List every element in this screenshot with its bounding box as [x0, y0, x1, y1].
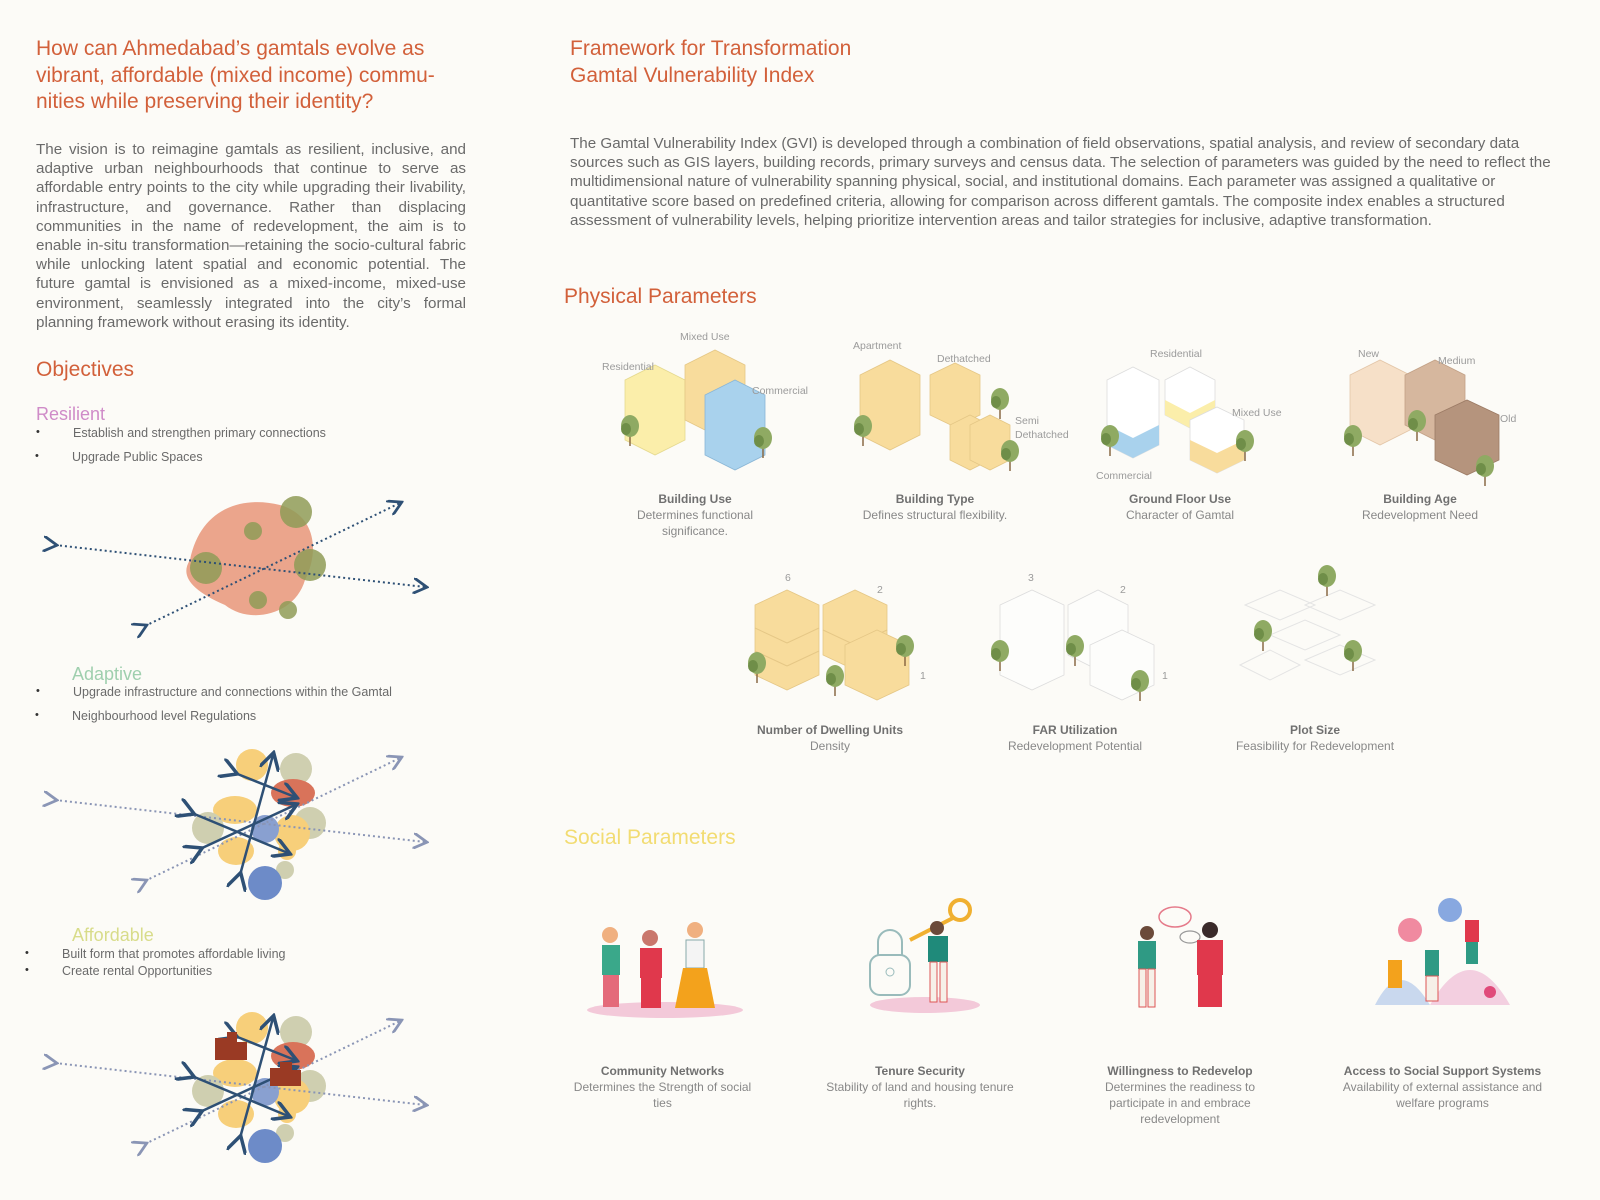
objective-adaptive-item: • Neighbourhood level Regulations	[72, 709, 256, 723]
framework-title: Framework for Transformation Gamtal Vulnerability Index	[570, 37, 852, 87]
param-building-use: Building Use Determines functional significance.	[636, 492, 754, 538]
ground-floor-use-illustration	[1095, 355, 1285, 485]
objectives-heading: Objectives	[36, 358, 135, 381]
tenure-security-illustration	[865, 900, 995, 1025]
label: Dethatched	[937, 353, 991, 365]
label: 1	[920, 670, 926, 682]
objective-resilient-item: • Upgrade Public Spaces	[72, 450, 203, 464]
param-plot-size: Plot Size Feasibility for Redevelopment	[1235, 723, 1395, 753]
param-building-type: Building Type Defines structural flexibility.	[862, 492, 1008, 522]
gvi-intro: The Gamtal Vulnerability Index (GVI) is developed through a combination of field observations, spatial analysis, and review of secondary data sources such as GIS layers, building records, primary surveys and census data. The selection of parameters was guided by the need to reflect the multidimensional nature of vulnerability spanning physical, social, and institutional domains. Each parameter was assigned a qualitative or quantitative score based on predefined criteria, allowing for comparison across different gamtals. The composite index enables a structured assessment of vulnerability levels, helping prioritize intervention areas and tailor strategies for inclusive, adaptive transformation.	[570, 135, 1551, 229]
objective-adaptive-title: Adaptive	[72, 664, 143, 684]
objective-resilient-title: Resilient	[36, 404, 106, 424]
label: Apartment	[853, 340, 902, 352]
label: Commercial	[1096, 470, 1153, 482]
label: Residential	[1150, 348, 1202, 360]
label: 2	[877, 584, 883, 596]
objective-resilient-item: • Establish and strengthen primary connections	[73, 426, 326, 440]
social-heading: Social Parameters	[564, 826, 736, 849]
adaptive-diagram	[40, 745, 440, 895]
label: 2	[1120, 584, 1126, 596]
objective-affordable-item: • Built form that promotes affordable living	[62, 947, 286, 961]
resilient-diagram	[40, 490, 440, 630]
label: Mixed Use	[680, 331, 730, 343]
community-networks-illustration	[585, 900, 745, 1025]
label: Residential	[602, 361, 654, 373]
willingness-illustration	[1125, 905, 1255, 1025]
page-question: How can Ahmedabad’s gamtals evolve as vibrant, affordable (mixed income) commu-nities while preserving their identity?	[36, 37, 435, 113]
param-social-support: Access to Social Support Systems Availability of external assistance and welfare programs	[1342, 1064, 1543, 1110]
objective-affordable-title: Affordable	[72, 925, 154, 945]
affordable-diagram	[40, 1008, 440, 1158]
param-far-utilization: FAR Utilization Redevelopment Potential	[1007, 723, 1143, 753]
label: 3	[1028, 572, 1034, 584]
param-ground-floor-use: Ground Floor Use Character of Gamtal	[1125, 492, 1235, 522]
param-building-age: Building Age Redevelopment Need	[1361, 492, 1479, 522]
objective-affordable-item: • Create rental Opportunities	[62, 964, 212, 978]
social-support-illustration	[1370, 895, 1520, 1020]
label: 1	[1162, 670, 1168, 682]
param-community-networks: Community Networks Determines the Strength of social ties	[573, 1064, 752, 1110]
label: Commercial	[752, 385, 809, 397]
label: Mixed Use	[1232, 407, 1282, 419]
dwelling-units-illustration	[745, 585, 945, 715]
param-willingness: Willingness to Redevelop Determines the readiness to participate in and embrace redevelopment	[1104, 1064, 1256, 1126]
vision-paragraph: The vision is to reimagine gamtals as resilient, inclusive, and adaptive urban neighbourhoods that continue to serve as affordable entry points to the city while upgrading their livability, infrastructure, and governance. Rather than displacing communities in the name of redevelopment, the aim is to enable in-situ transformation—retaining the socio-cultural fabric while unlocking latent spatial and economic potential. The future gamtal is envisioned as a mixed-income, mixed-use environment, seamlessly integrated into the city’s formal planning framework without erasing its identity.	[36, 141, 466, 331]
far-utilization-illustration	[990, 585, 1180, 715]
label: Semi Dethatched	[1015, 415, 1069, 441]
physical-heading: Physical Parameters	[564, 285, 757, 308]
plot-size-illustration	[1235, 565, 1415, 715]
param-dwelling-units: Number of Dwelling Units Density	[756, 723, 903, 753]
label: Medium	[1438, 355, 1476, 367]
objective-adaptive-item: • Upgrade infrastructure and connections within the Gamtal	[73, 685, 392, 699]
label: New	[1358, 348, 1380, 360]
param-tenure-security: Tenure Security Stability of land and housing tenure rights.	[826, 1064, 1014, 1110]
label: 6	[785, 572, 791, 584]
building-use-illustration	[600, 330, 820, 480]
building-age-illustration	[1335, 355, 1525, 495]
label: Old	[1500, 413, 1517, 425]
